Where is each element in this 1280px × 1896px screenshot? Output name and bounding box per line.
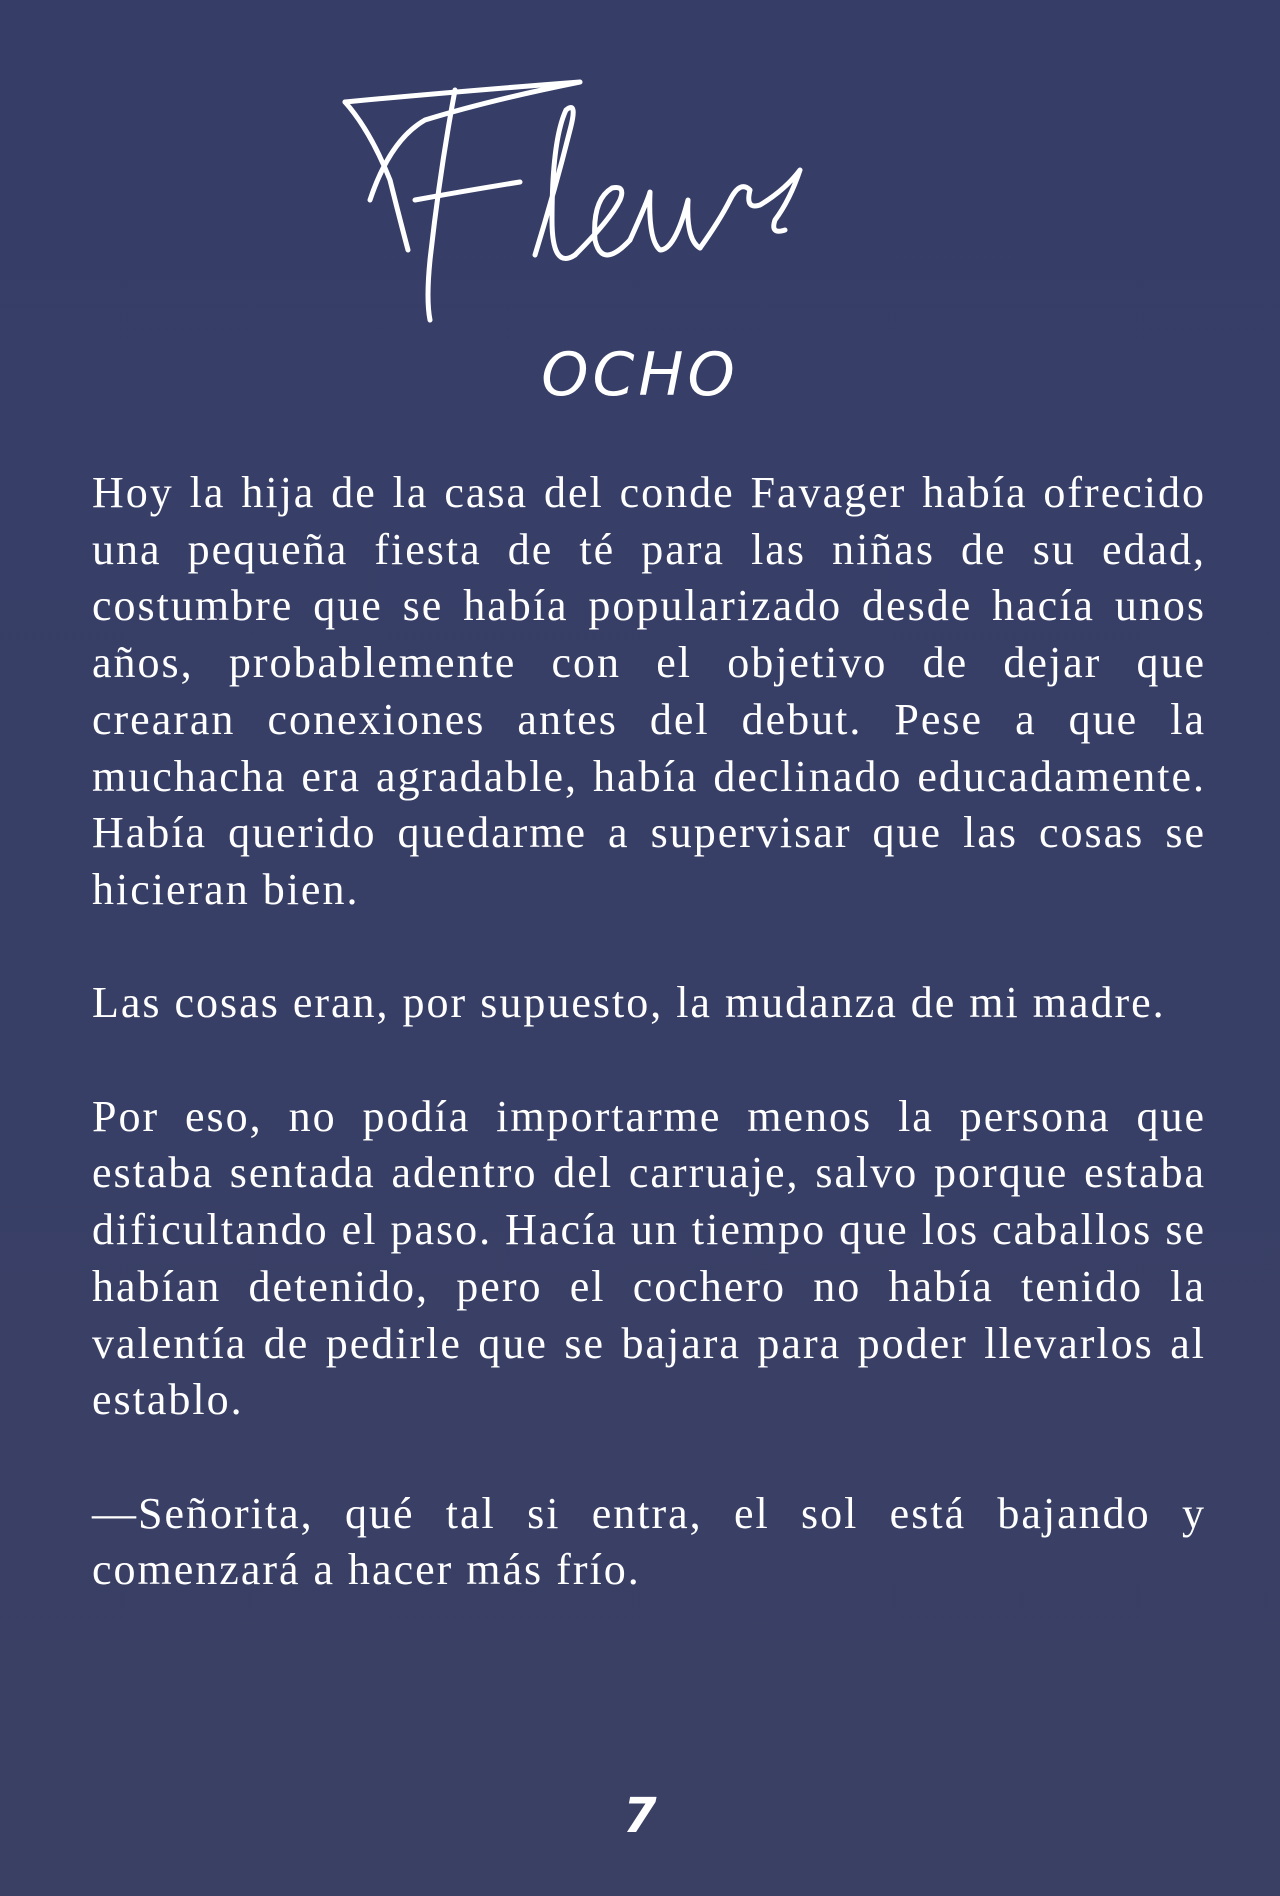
paragraph: Por eso, no podía importarme menos la persona que estaba sentada adentro del carruaje, salvo porque estaba dificultando el paso. Hacía un tiempo que los caballos se habían detenido, pero el cochero no había tenido la valentía de pedirle que se bajara para poder llevarlos al establo. (92, 1091, 1206, 1425)
fleur-logo-script (330, 70, 950, 330)
chapter-body (92, 465, 1206, 1656)
paragraph: Las cosas eran, por supuesto, la mudanza de mi madre. (92, 978, 1166, 1028)
paragraph: Hoy la hija de la casa del conde Favager había ofrecido una pequeña fiesta de té para las niñas de su edad, costumbre que se había popularizado desde hacía unos años, probablemente con el objetivo de dejar que crearan conexiones antes del debut. Pese a que la muchacha era agradable, había declinado educadamente. Había querido quedarme a supervisar que las cosas se hicieran bien. (92, 468, 1206, 914)
chapter-title: OCHO (541, 340, 739, 410)
paragraph: —Señorita, qué tal si entra, el sol está bajando y comenzará a hacer más frío. (92, 1488, 1206, 1595)
page-number: 7 (623, 1788, 657, 1844)
fleur-logo (330, 70, 950, 330)
